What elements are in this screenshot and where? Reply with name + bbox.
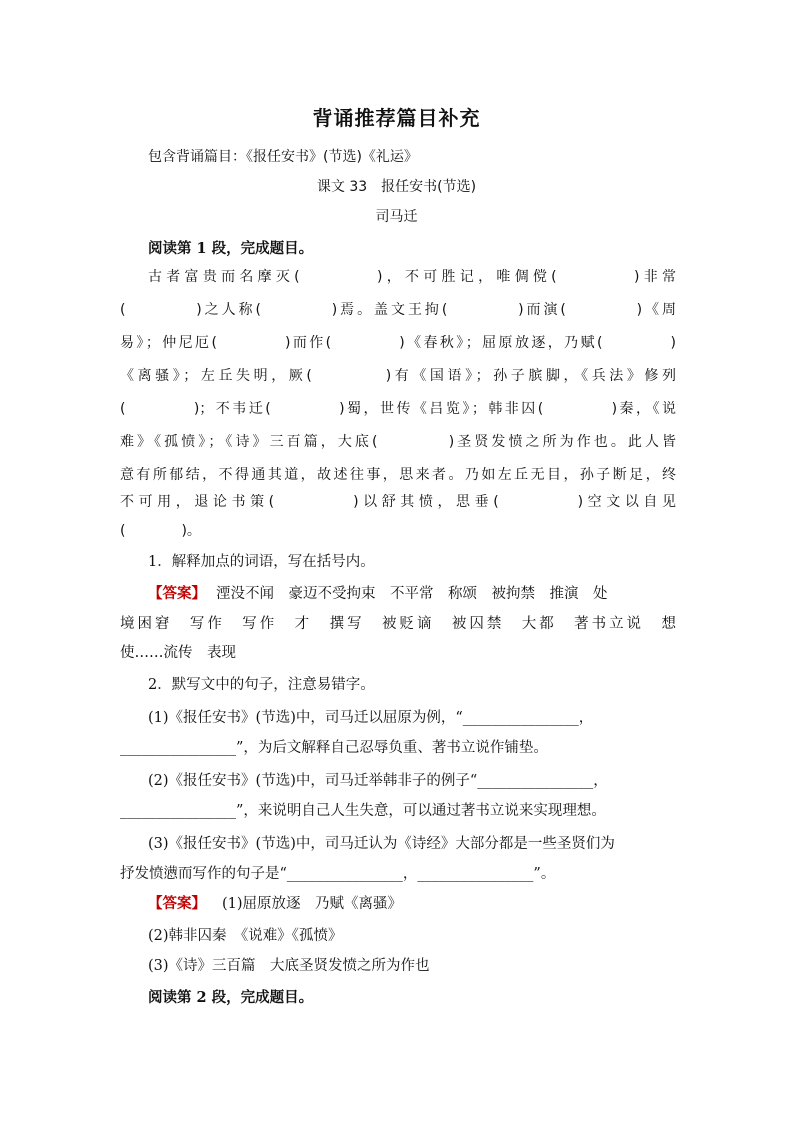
question-item: (1)《报任安书》(节选)中，司马迁以屈原为例，“________________， [148, 710, 594, 726]
passage-line: ( )；不韦迁( )蜀，世传《吕览》；韩非囚( )秦，《说 [120, 401, 676, 417]
intro-line: 包含背诵篇目：《报任安书》(节选)《礼运》 [148, 149, 418, 165]
answer-text: (2)韩非囚秦 《说难》《孤愤》 [148, 928, 343, 944]
question-item: (3)《报任安书》(节选)中，司马迁认为《诗经》大部分都是一些圣贤们为 [148, 836, 615, 852]
passage-line: 易》；仲尼厄( )而作( )《春秋》；屈原放逐，乃赋( ) [120, 335, 676, 351]
passage-line: 难》《孤愤》；《诗》三百篇，大底( )圣贤发愤之所为作也。此人皆 [120, 434, 676, 450]
question-item: 抒发愤懑而写作的句子是“________________，________________”。 [120, 866, 556, 882]
answer-label: 【答案】 [148, 895, 206, 912]
question-item: ________________”，为后文解释自己忍辱负重、著书立说作铺垫。 [120, 740, 548, 756]
passage-line: 意有所郁结，不得通其道，故述往事，思来者。乃如左丘无目，孙子断足，终 [120, 467, 676, 483]
answer-label: 【答案】 [148, 585, 206, 602]
passage-line: 不可用，退论书策( )以舒其愤，思垂( )空文以自见 [120, 494, 676, 510]
task-heading-1: 阅读第 1 段，完成题目。 [148, 240, 314, 257]
answer-text: 湮没不闻 豪迈不受拘束 不平常 称颂 被拘禁 推演 处 [216, 586, 608, 602]
passage-line: 古者富贵而名摩灭( )，不可胜记，唯倜傥( )非常 [148, 269, 676, 285]
question-item: ________________”，来说明自己人生失意，可以通过著书立说来实现理想。 [120, 803, 606, 819]
answer-block-2 [148, 894, 676, 914]
answer-text: (1)屈原放逐 乃赋《离骚》 [222, 896, 403, 912]
passage-line: ( )之人称( )焉。盖文王拘( )而演( )《周 [120, 302, 676, 318]
answer-block-1 [148, 584, 676, 604]
question-1: 1．解释加点的词语，写在括号内。 [148, 554, 375, 570]
page-title: 背诵推荐篇目补充 [312, 106, 481, 130]
answer-text: (3)《诗》三百篇 大底圣贤发愤之所为作也 [148, 958, 430, 974]
task-heading-2: 阅读第 2 段，完成题目。 [148, 989, 314, 1006]
answer-text: 境困窘 写作 写作 才 撰写 被贬谪 被囚禁 大都 著书立说 想 [120, 616, 676, 632]
author-line: 司马迁 [375, 209, 418, 225]
question-2: 2．默写文中的句子，注意易错字。 [148, 677, 375, 693]
lesson-heading: 课文 33 报任安书(节选) [316, 179, 477, 195]
answer-text: 使……流传 表现 [120, 645, 236, 661]
passage-line: 《离骚》；左丘失明，厥( )有《国语》；孙子膑脚，《兵法》修列 [120, 368, 676, 384]
question-item: (2)《报任安书》(节选)中，司马迁举韩非子的例子“________________， [148, 773, 608, 789]
passage-line: ( )。 [120, 523, 201, 539]
